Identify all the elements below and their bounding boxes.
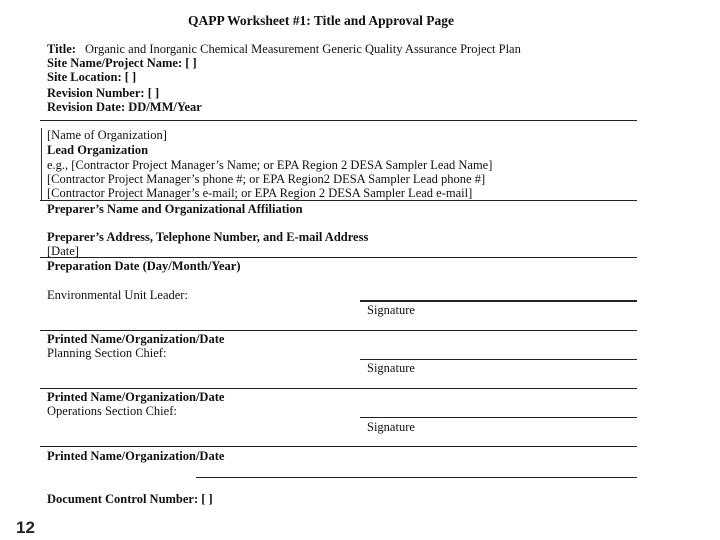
divider — [40, 257, 637, 258]
revision-number-field: Revision Number: [ ] — [47, 86, 160, 100]
approver-role: Planning Section Chief: — [47, 346, 167, 360]
preparer-address: Preparer’s Address, Telephone Number, and E-mail Address — [47, 230, 369, 244]
divider — [40, 200, 637, 201]
divider — [40, 446, 637, 447]
preparer-affiliation: Preparer’s Name and Organizational Affiliation — [47, 202, 303, 216]
document-control-line — [196, 477, 637, 478]
printed-name-label: Printed Name/Organization/Date — [47, 390, 225, 404]
site-name-field: Site Name/Project Name: [ ] — [47, 56, 197, 70]
contact-email: [Contractor Project Manager’s e-mail; or EPA Region 2 DESA Sampler Lead e-mail] — [47, 186, 473, 200]
lead-organization-heading: Lead Organization — [47, 143, 149, 157]
signature-label: Signature — [367, 303, 415, 317]
page-number: 12 — [16, 518, 35, 537]
worksheet-header: QAPP Worksheet #1: Title and Approval Page — [188, 13, 455, 28]
contact-name: e.g., [Contractor Project Manager’s Name; or EPA Region 2 DESA Sampler Lead Name] — [47, 158, 493, 172]
signature-line — [360, 300, 637, 302]
signature-label: Signature — [367, 361, 415, 375]
approver-role: Environmental Unit Leader: — [47, 288, 188, 302]
document-control-number: Document Control Number: [ ] — [47, 492, 213, 506]
revision-date-field: Revision Date: DD/MM/Year — [47, 100, 202, 114]
divider — [40, 120, 637, 121]
preparation-date: Preparation Date (Day/Month/Year) — [47, 259, 241, 273]
title-value: Organic and Inorganic Chemical Measurement Generic Quality Assurance Project Plan — [85, 42, 521, 56]
organization-name: [Name of Organization] — [47, 128, 167, 142]
signature-line — [360, 417, 637, 418]
approver-role: Operations Section Chief: — [47, 404, 177, 418]
contact-phone: [Contractor Project Manager’s phone #; or EPA Region2 DESA Sampler Lead phone #] — [47, 172, 486, 186]
left-border — [41, 128, 42, 200]
printed-name-label: Printed Name/Organization/Date — [47, 449, 225, 463]
divider — [40, 330, 637, 331]
site-location-field: Site Location: [ ] — [47, 70, 137, 84]
printed-name-label: Printed Name/Organization/Date — [47, 332, 225, 346]
signature-line — [360, 359, 637, 360]
date-placeholder: [Date] — [47, 244, 79, 258]
signature-label: Signature — [367, 420, 415, 434]
divider — [40, 388, 637, 389]
title-label: Title: — [47, 42, 76, 56]
